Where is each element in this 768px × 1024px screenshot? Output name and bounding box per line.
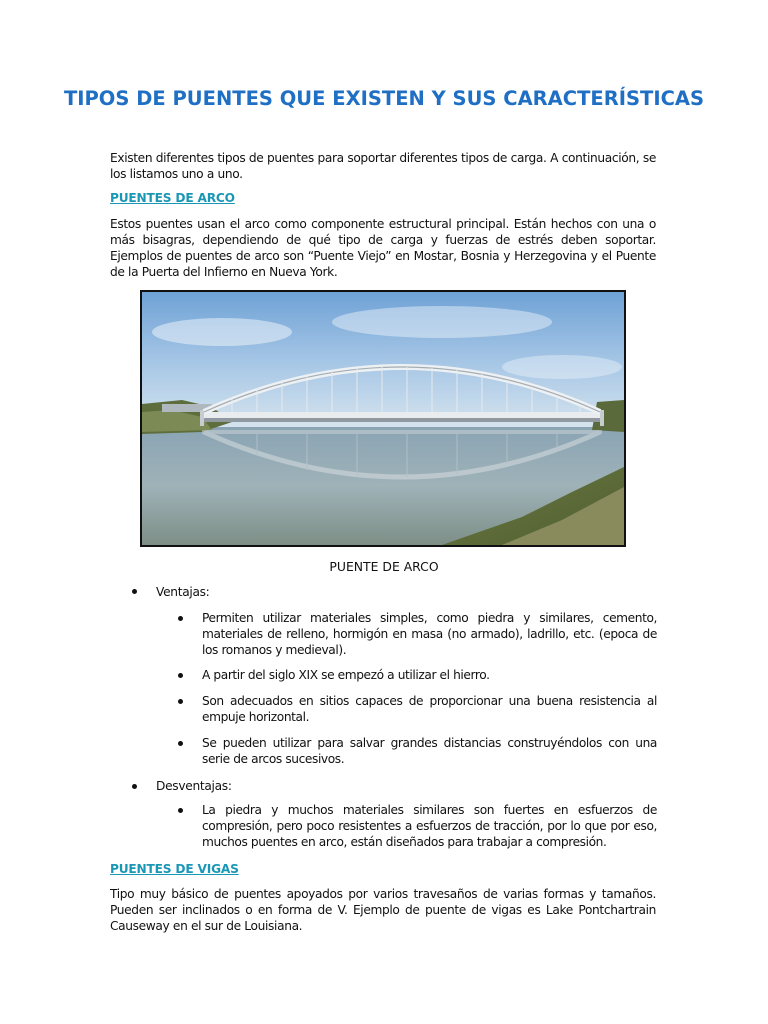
vigas-description: Tipo muy básico de puentes apoyados por varios travesaños de varias formas y tamaños. Pueden ser inclinados o en forma de V. Ejemplo de puente de vigas es Lake Pontchartrain Causeway en el sur de Louisiana. [110, 887, 656, 933]
ventaja-text: Permiten utilizar materiales simples, como piedra y similares, cemento, materiales de relleno, hormigón en masa (no armado), ladrillo, etc. (epoca de los romanos y medieval). [202, 611, 657, 657]
bullet-dot [178, 741, 183, 746]
photo-caption: PUENTE DE ARCO [329, 559, 439, 574]
bullet-dot [178, 616, 183, 621]
ventaja-text: Se pueden utilizar para salvar grandes distancias construyéndolos con una serie de arcos sucesivos. [202, 736, 657, 766]
section-heading-puentes-de-vigas: PUENTES DE VIGAS [110, 862, 239, 876]
page-title: TIPOS DE PUENTES QUE EXISTEN Y SUS CARACTERÍSTICAS [63, 87, 705, 110]
ventaja-text: A partir del siglo XIX se empezó a utilizar el hierro. [202, 668, 490, 682]
bullet-dot [178, 808, 183, 813]
ventajas-label: Ventajas: [156, 585, 210, 599]
section-heading-puentes-de-arco: PUENTES DE ARCO [110, 191, 235, 205]
bullet-dot [178, 699, 183, 704]
desventaja-text: La piedra y muchos materiales similares son fuertes en esfuerzos de compresión, pero poco resistentes a esfuerzos de tracción, por lo que por eso, muchos puentes en arco, están diseñados para trabajar a compresión. [202, 803, 657, 849]
bullet-dot [178, 673, 183, 678]
desventajas-label: Desventajas: [156, 779, 232, 793]
ventaja-text: Son adecuados en sitios capaces de proporcionar una buena resistencia al empuje horizontal. [202, 694, 657, 724]
arch-bridge-illustration [142, 292, 624, 545]
bullet-dot [132, 784, 137, 789]
bullet-dot [132, 589, 137, 594]
arco-description: Estos puentes usan el arco como componente estructural principal. Están hechos con una o más bisagras, dependiendo de qué tipo de carga y fuerzas de estrés deben soportar. Ejemplos de puentes de arco son “Puente Viejo” en Mostar, Bosnia y Herzegovina y el Puente de la Puerta del Infierno en Nueva York. [110, 217, 656, 279]
intro-paragraph: Existen diferentes tipos de puentes para soportar diferentes tipos de carga. A continuación, se los listamos uno a uno. [110, 151, 656, 181]
arch-bridge-photo [140, 290, 626, 547]
